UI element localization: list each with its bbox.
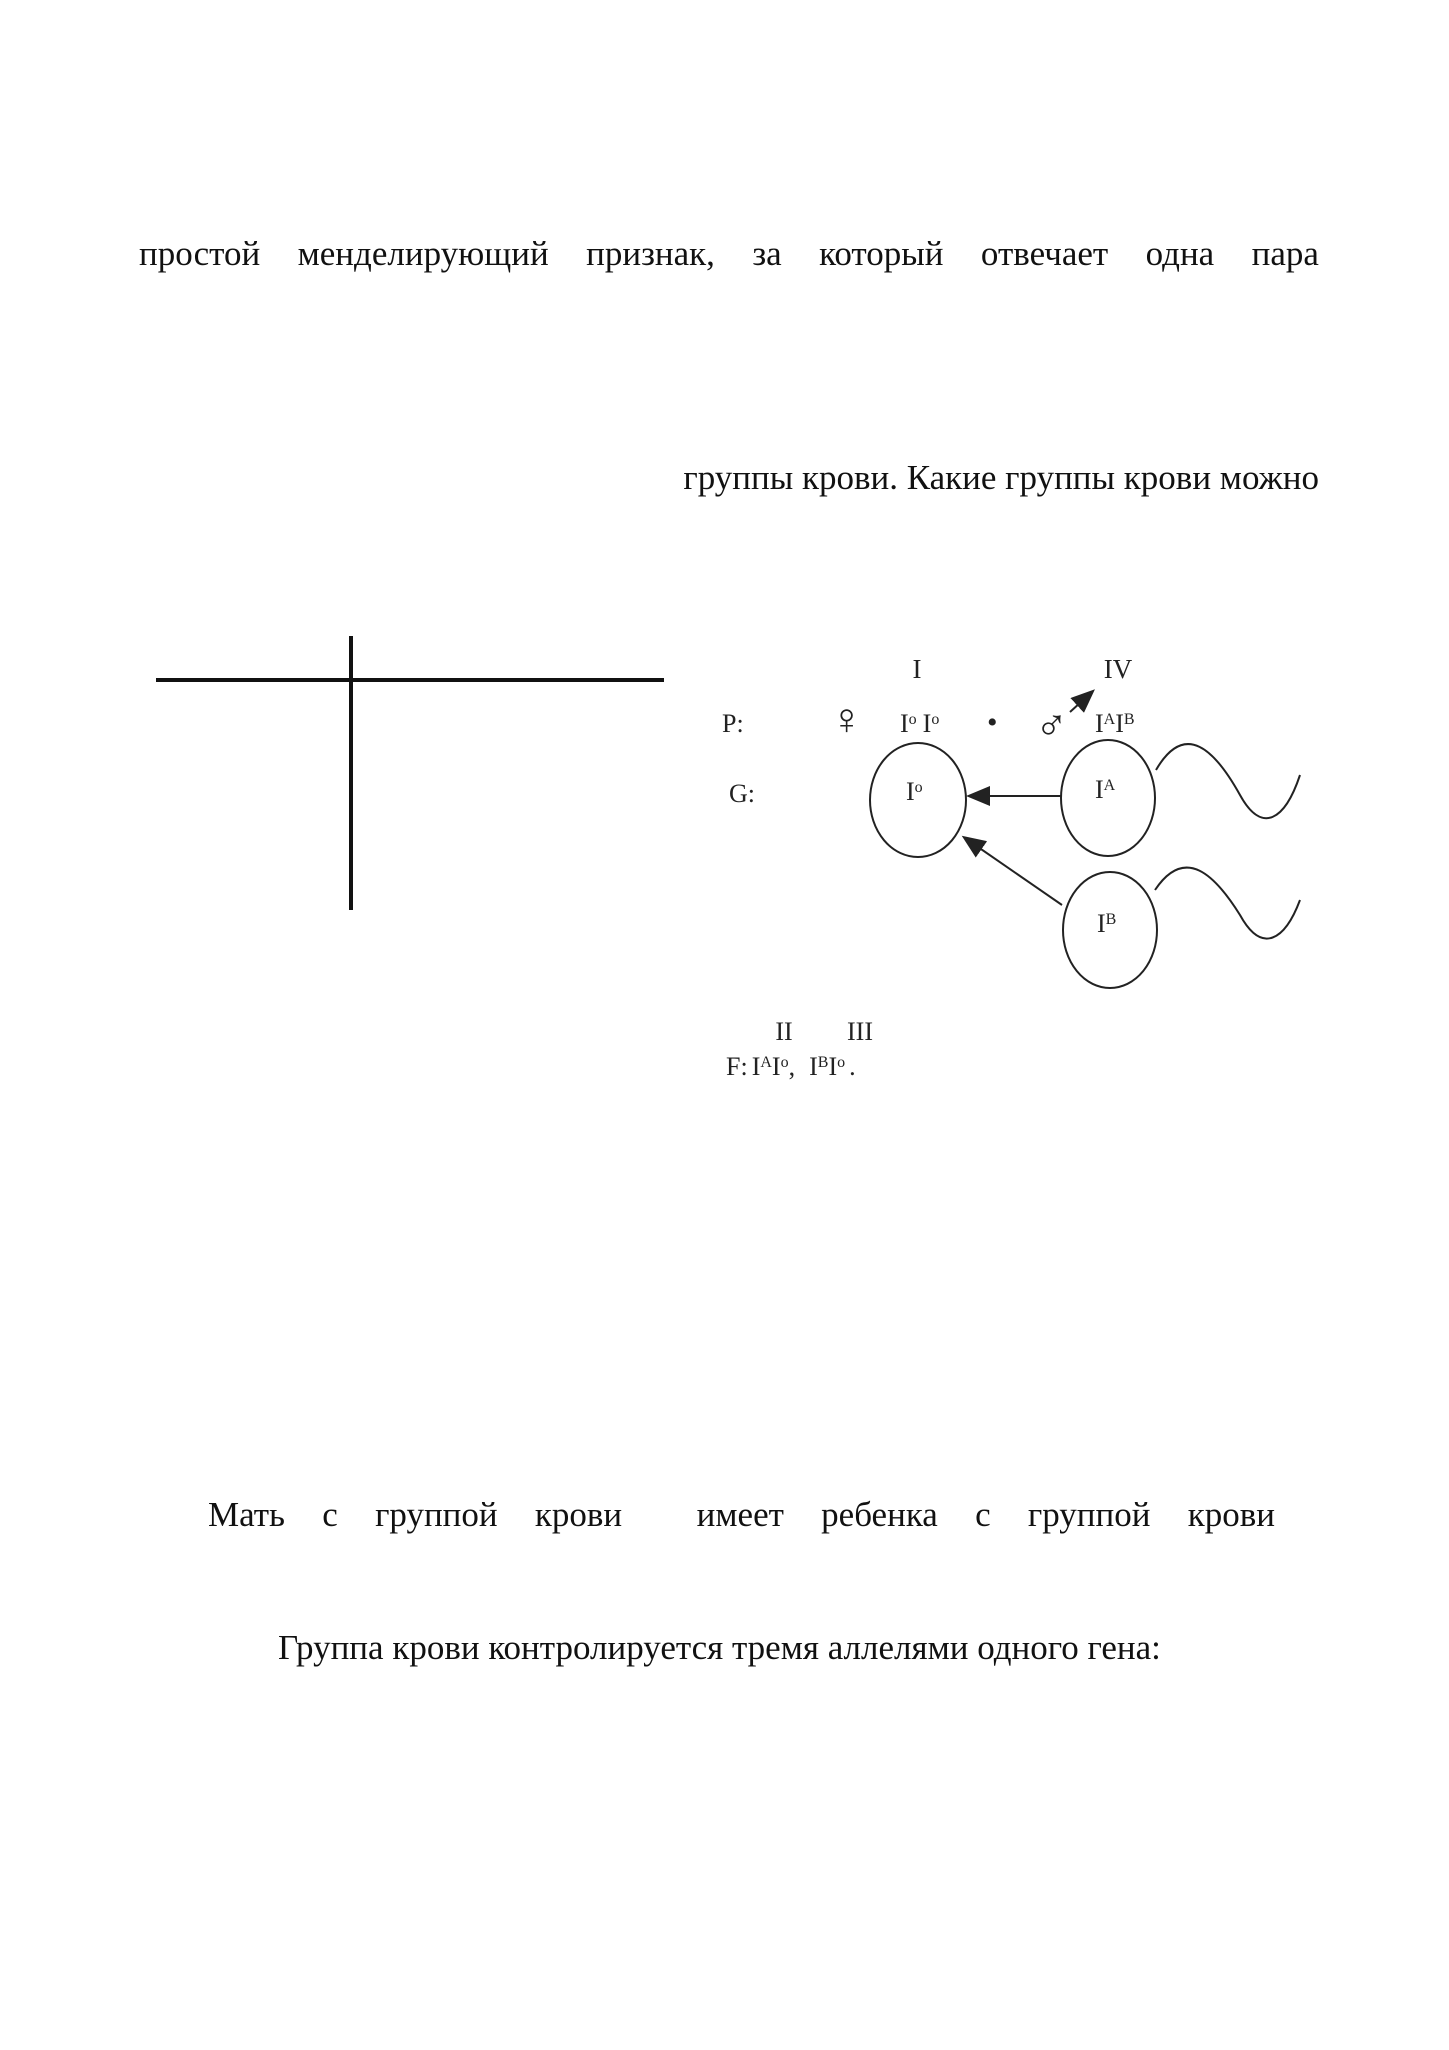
male-symbol-arrow [1070,692,1092,712]
sperm-tail-b [1155,868,1300,939]
female-symbol: ♀ [830,695,863,744]
word: пара [1251,234,1319,273]
word: группой [1027,1495,1151,1534]
sperm-cell-a [1061,740,1155,856]
cross-dot: • [987,706,998,739]
text-line-3 [208,1495,1275,1535]
word: группой [375,1495,498,1534]
sperm-cell-b [1063,872,1157,988]
word: простой [139,234,261,273]
g-label: G: [729,779,755,808]
mother-genotype: $I^o$ $I^o$ [900,709,940,738]
word: с [322,1495,338,1534]
father-group-label: IV [1103,654,1133,684]
word: отвечает [980,234,1109,273]
word: крови [1187,1495,1275,1534]
word: менделирующий [297,234,549,273]
text-line-4: Группа крови контролируется тремя аллелями одного гена: [278,1628,1161,1667]
word: который [819,234,944,273]
egg-cell [870,743,966,857]
p-label: P: [722,709,744,738]
word: имеет [696,1495,784,1534]
offspring-genotypes: F: $I^AI^o$, $I^BI^o$ . [726,1052,856,1081]
fertilization-arrow-b [965,838,1062,905]
word: одна [1145,234,1215,273]
sperm-a-allele: $I^A$ [1095,775,1116,804]
child-group-iii: III [847,1017,873,1046]
word: Мать [208,1495,286,1534]
word: за [752,234,782,273]
sperm-tail-a [1156,744,1300,818]
word: с [975,1495,991,1534]
word: крови [534,1495,623,1534]
egg-allele: $I^o$ [906,777,923,806]
father-genotype: $I^AI^B$ [1095,709,1135,738]
male-symbol: ♂ [1035,701,1068,750]
text-line-2: группы крови. Какие группы крови можно [683,458,1319,497]
mother-group-label: I [912,654,922,684]
child-group-ii: II [775,1017,793,1046]
sperm-b-allele: $I^B$ [1097,909,1117,938]
word: признак, [586,234,715,273]
word: ребенка [821,1495,938,1534]
